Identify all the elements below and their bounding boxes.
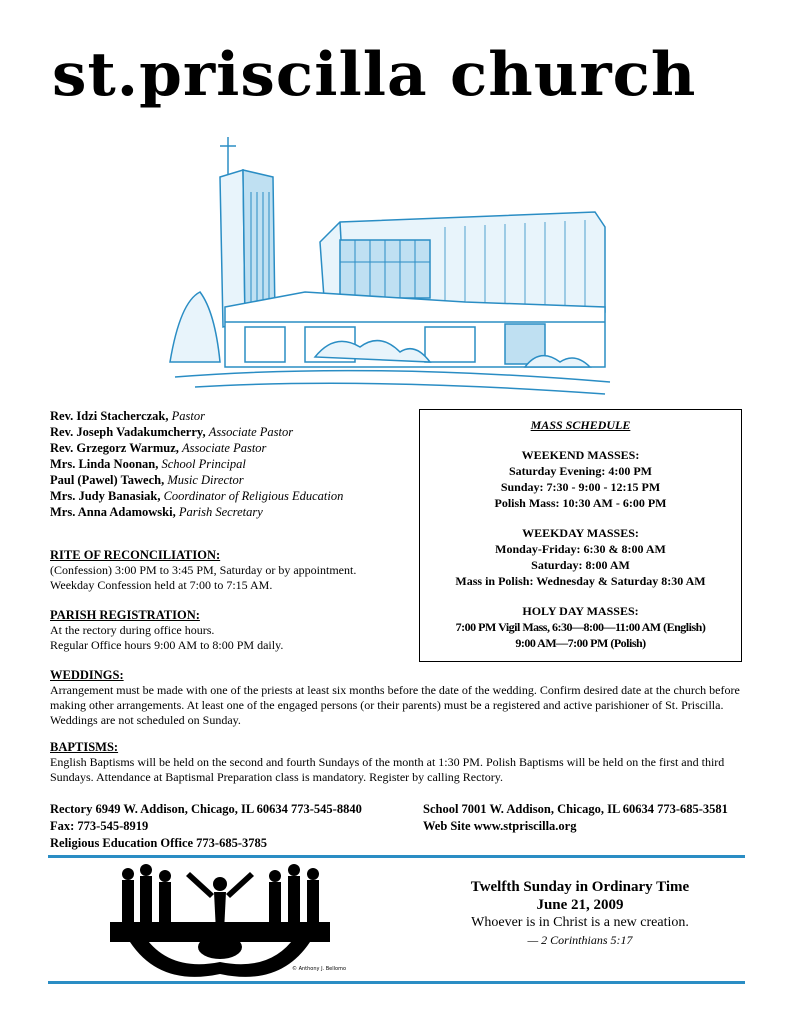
registration-section xyxy=(50,608,410,653)
masthead-title: st.priscilla church xyxy=(52,40,697,110)
staff-list xyxy=(50,408,343,520)
weekday-line: Mass in Polish: Wednesday & Saturday 8:30 AM xyxy=(455,574,706,588)
weekend-line: Saturday Evening: 4:00 PM xyxy=(508,464,652,478)
weekend-heading: WEEKEND MASSES: xyxy=(521,448,640,462)
baptisms-heading: BAPTISMS: xyxy=(50,740,119,754)
weddings-section xyxy=(50,668,746,728)
school-address: School 7001 W. Addison, Chicago, IL 60634 773-685-3581 xyxy=(423,802,728,816)
registration-text-1: At the rectory during office hours. xyxy=(50,623,215,637)
reconciliation-heading: RITE OF RECONCILIATION: xyxy=(50,548,221,562)
holyday-line: 9:00 AM—7:00 PM (Polish) xyxy=(515,636,646,650)
occasion-title: Twelfth Sunday in Ordinary Time xyxy=(470,879,690,895)
staff-line: Rev. Grzegorz Warmuz, Associate Pastor xyxy=(50,441,267,455)
reconciliation-text-1: (Confession) 3:00 PM to 3:45 PM, Saturday or by appointment. xyxy=(50,563,357,577)
rectory-contacts xyxy=(50,801,410,852)
occasion-citation: — 2 Corinthians 5:17 xyxy=(527,933,633,947)
figures-artwork xyxy=(110,862,330,977)
occasion-block xyxy=(420,878,740,948)
staff-line: Mrs. Judy Banasiak, Coordinator of Religious Education xyxy=(50,489,344,503)
registration-text-2: Regular Office hours 9:00 AM to 8:00 PM daily. xyxy=(50,638,284,652)
staff-line: Mrs. Anna Adamowski, Parish Secretary xyxy=(50,505,263,519)
religious-ed-phone: Religious Education Office 773-685-3785 xyxy=(50,836,268,850)
registration-heading: PARISH REGISTRATION: xyxy=(50,608,200,622)
art-credit: © Anthony J. Bellomo xyxy=(292,966,347,972)
rectory-address: Rectory 6949 W. Addison, Chicago, IL 60634 773-545-8840 xyxy=(50,802,362,816)
weekday-line: Saturday: 8:00 AM xyxy=(531,558,630,572)
staff-line: Rev. Idzi Stacherczak, Pastor xyxy=(50,409,205,423)
weekday-heading: WEEKDAY MASSES: xyxy=(522,526,639,540)
fax-number: Fax: 773-545-8919 xyxy=(50,819,149,833)
reconciliation-section xyxy=(50,548,410,593)
weddings-text: Arrangement must be made with one of the priests at least six months before the date of the wedding. Confirm desired date at the church before making other arrangements. At least one of the engaged persons (or their parents) must be a registered and active parishioner of St. Priscilla. Weddings are not scheduled on Sunday. xyxy=(50,683,740,727)
divider-bottom xyxy=(48,981,745,984)
holyday-line: 7:00 PM Vigil Mass, 6:30—8:00—11:00 AM (English) xyxy=(455,620,706,634)
staff-line: Mrs. Linda Noonan, School Principal xyxy=(50,457,246,471)
church-illustration xyxy=(165,132,615,402)
occasion-date: June 21, 2009 xyxy=(536,897,624,913)
weekday-line: Monday-Friday: 6:30 & 8:00 AM xyxy=(495,542,666,556)
staff-line: Rev. Joseph Vadakumcherry, Associate Pastor xyxy=(50,425,294,439)
baptisms-text: English Baptisms will be held on the second and fourth Sundays of the month at 1:30 PM. Polish Baptisms will be held on the first and third Sundays. Attendance at Baptismal Preparation class is mandatory. Register by calling Rectory. xyxy=(50,755,725,784)
weekend-line: Sunday: 7:30 - 9:00 - 12:15 PM xyxy=(500,480,661,494)
staff-line: Paul (Pawel) Tawech, Music Director xyxy=(50,473,244,487)
school-contacts xyxy=(423,801,753,835)
baptisms-section xyxy=(50,740,746,785)
website-link[interactable]: Web Site www.stpriscilla.org xyxy=(423,819,577,833)
occasion-quote: Whoever is in Christ is a new creation. xyxy=(471,915,689,930)
mass-schedule-title: MASS SCHEDULE xyxy=(530,418,631,432)
holyday-heading: HOLY DAY MASSES: xyxy=(522,604,639,618)
weddings-heading: WEDDINGS: xyxy=(50,668,124,682)
divider-top xyxy=(48,855,745,858)
mass-schedule-box xyxy=(419,409,742,662)
weekend-line: Polish Mass: 10:30 AM - 6:00 PM xyxy=(494,496,667,510)
reconciliation-text-2: Weekday Confession held at 7:00 to 7:15 AM. xyxy=(50,578,273,592)
